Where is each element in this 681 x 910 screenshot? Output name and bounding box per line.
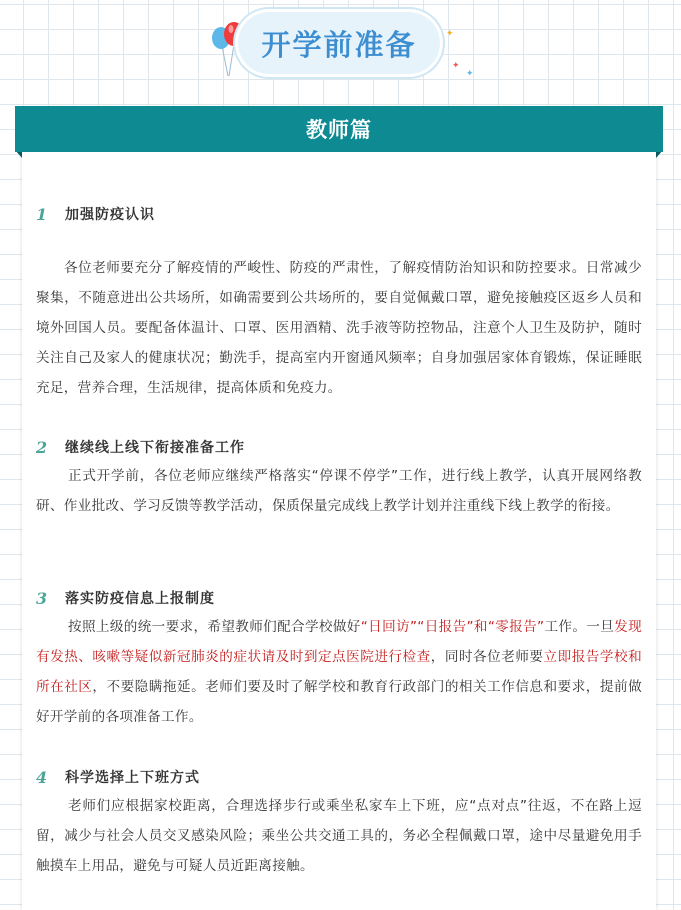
title-pill <box>238 12 440 74</box>
paragraph-text: 各位老师要充分了解疫情的严峻性、防疫的严肃性，了解疫情防治知识和防控要求。日常减少聚集，不随意进出公共场所，如确需要到公共场所的，要自觉佩戴口罩，避免接触疫区返乡人员和境外回国人员。要配备体温计、口罩、医用酒精、洗手液等防控物品，注意个人卫生及防护，随时关注自己及家人的健康状况；勤洗手，提高室内开窗通风频率；自身加强居家体育锻炼，保证睡眠充足，营养合理，生活规律，提高体质和免疫力。 <box>36 260 642 396</box>
section-number: 4 <box>36 767 48 787</box>
paragraph-text: 老师们应根据家校距离，合理选择步行或乘坐私家车上下班，应“点对点”往返，不在路上逗留，减少与社会人员交叉感染风险；乘坐公共交通工具的，务必全程佩戴口罩，途中尽量避免用手触摸车上用品，避免与可疑人员近距离接触。 <box>36 798 642 874</box>
sparkle-icon: ✦ <box>452 61 460 71</box>
section-3-heading <box>36 588 215 608</box>
section-2-heading <box>36 437 245 457</box>
paragraph-text: 正式开学前，各位老师应继续严格落实“停课不停学”工作，进行线上教学，认真开展网络教研、作业批改、学习反馈等教学活动，保质保量完成线上教学计划并注重线下线上教学的衔接。 <box>36 468 642 514</box>
highlight-text: “日回访”“日报告”和“零报告” <box>360 619 545 635</box>
sparkle-icon: ✦ <box>466 69 474 79</box>
section-4-heading <box>36 767 200 787</box>
section-number: 3 <box>36 588 48 608</box>
section-1-heading <box>36 204 155 224</box>
title-banner <box>0 0 681 98</box>
section-heading-text: 落实防疫信息上报制度 <box>65 591 215 607</box>
section-title: 教师篇 <box>306 118 372 142</box>
sparkle-icon: ✦ <box>446 29 454 39</box>
section-1-paragraph <box>36 253 642 403</box>
highlight-text: 立即报告学校和所在社区 <box>36 649 642 695</box>
highlight-text: 发现有发热、咳嗽等疑似新冠肺炎的症状请及时到定点医院进行检查 <box>36 619 642 665</box>
section-header-band <box>15 106 663 152</box>
paragraph-text: 按照上级的统一要求，希望教师们配合学校做好 <box>68 619 361 635</box>
section-number: 2 <box>36 437 48 457</box>
paragraph-text: ，不要隐瞒拖延。老师们要及时了解学校和教育行政部门的相关工作信息和要求，提前做好开学前的各项准备工作。 <box>36 679 642 725</box>
paragraph-text: ，同时各位老师要 <box>430 649 544 665</box>
page-title: 开学前准备 <box>261 27 417 62</box>
section-4-paragraph <box>36 791 642 881</box>
section-3-paragraph <box>36 612 642 732</box>
section-heading-text: 继续线上线下衔接准备工作 <box>65 440 245 456</box>
section-heading-text: 加强防疫认识 <box>65 207 155 223</box>
section-number: 1 <box>36 204 48 224</box>
section-heading-text: 科学选择上下班方式 <box>65 770 200 786</box>
section-2-paragraph <box>36 461 642 521</box>
paragraph-text: 工作。一旦 <box>544 619 615 635</box>
